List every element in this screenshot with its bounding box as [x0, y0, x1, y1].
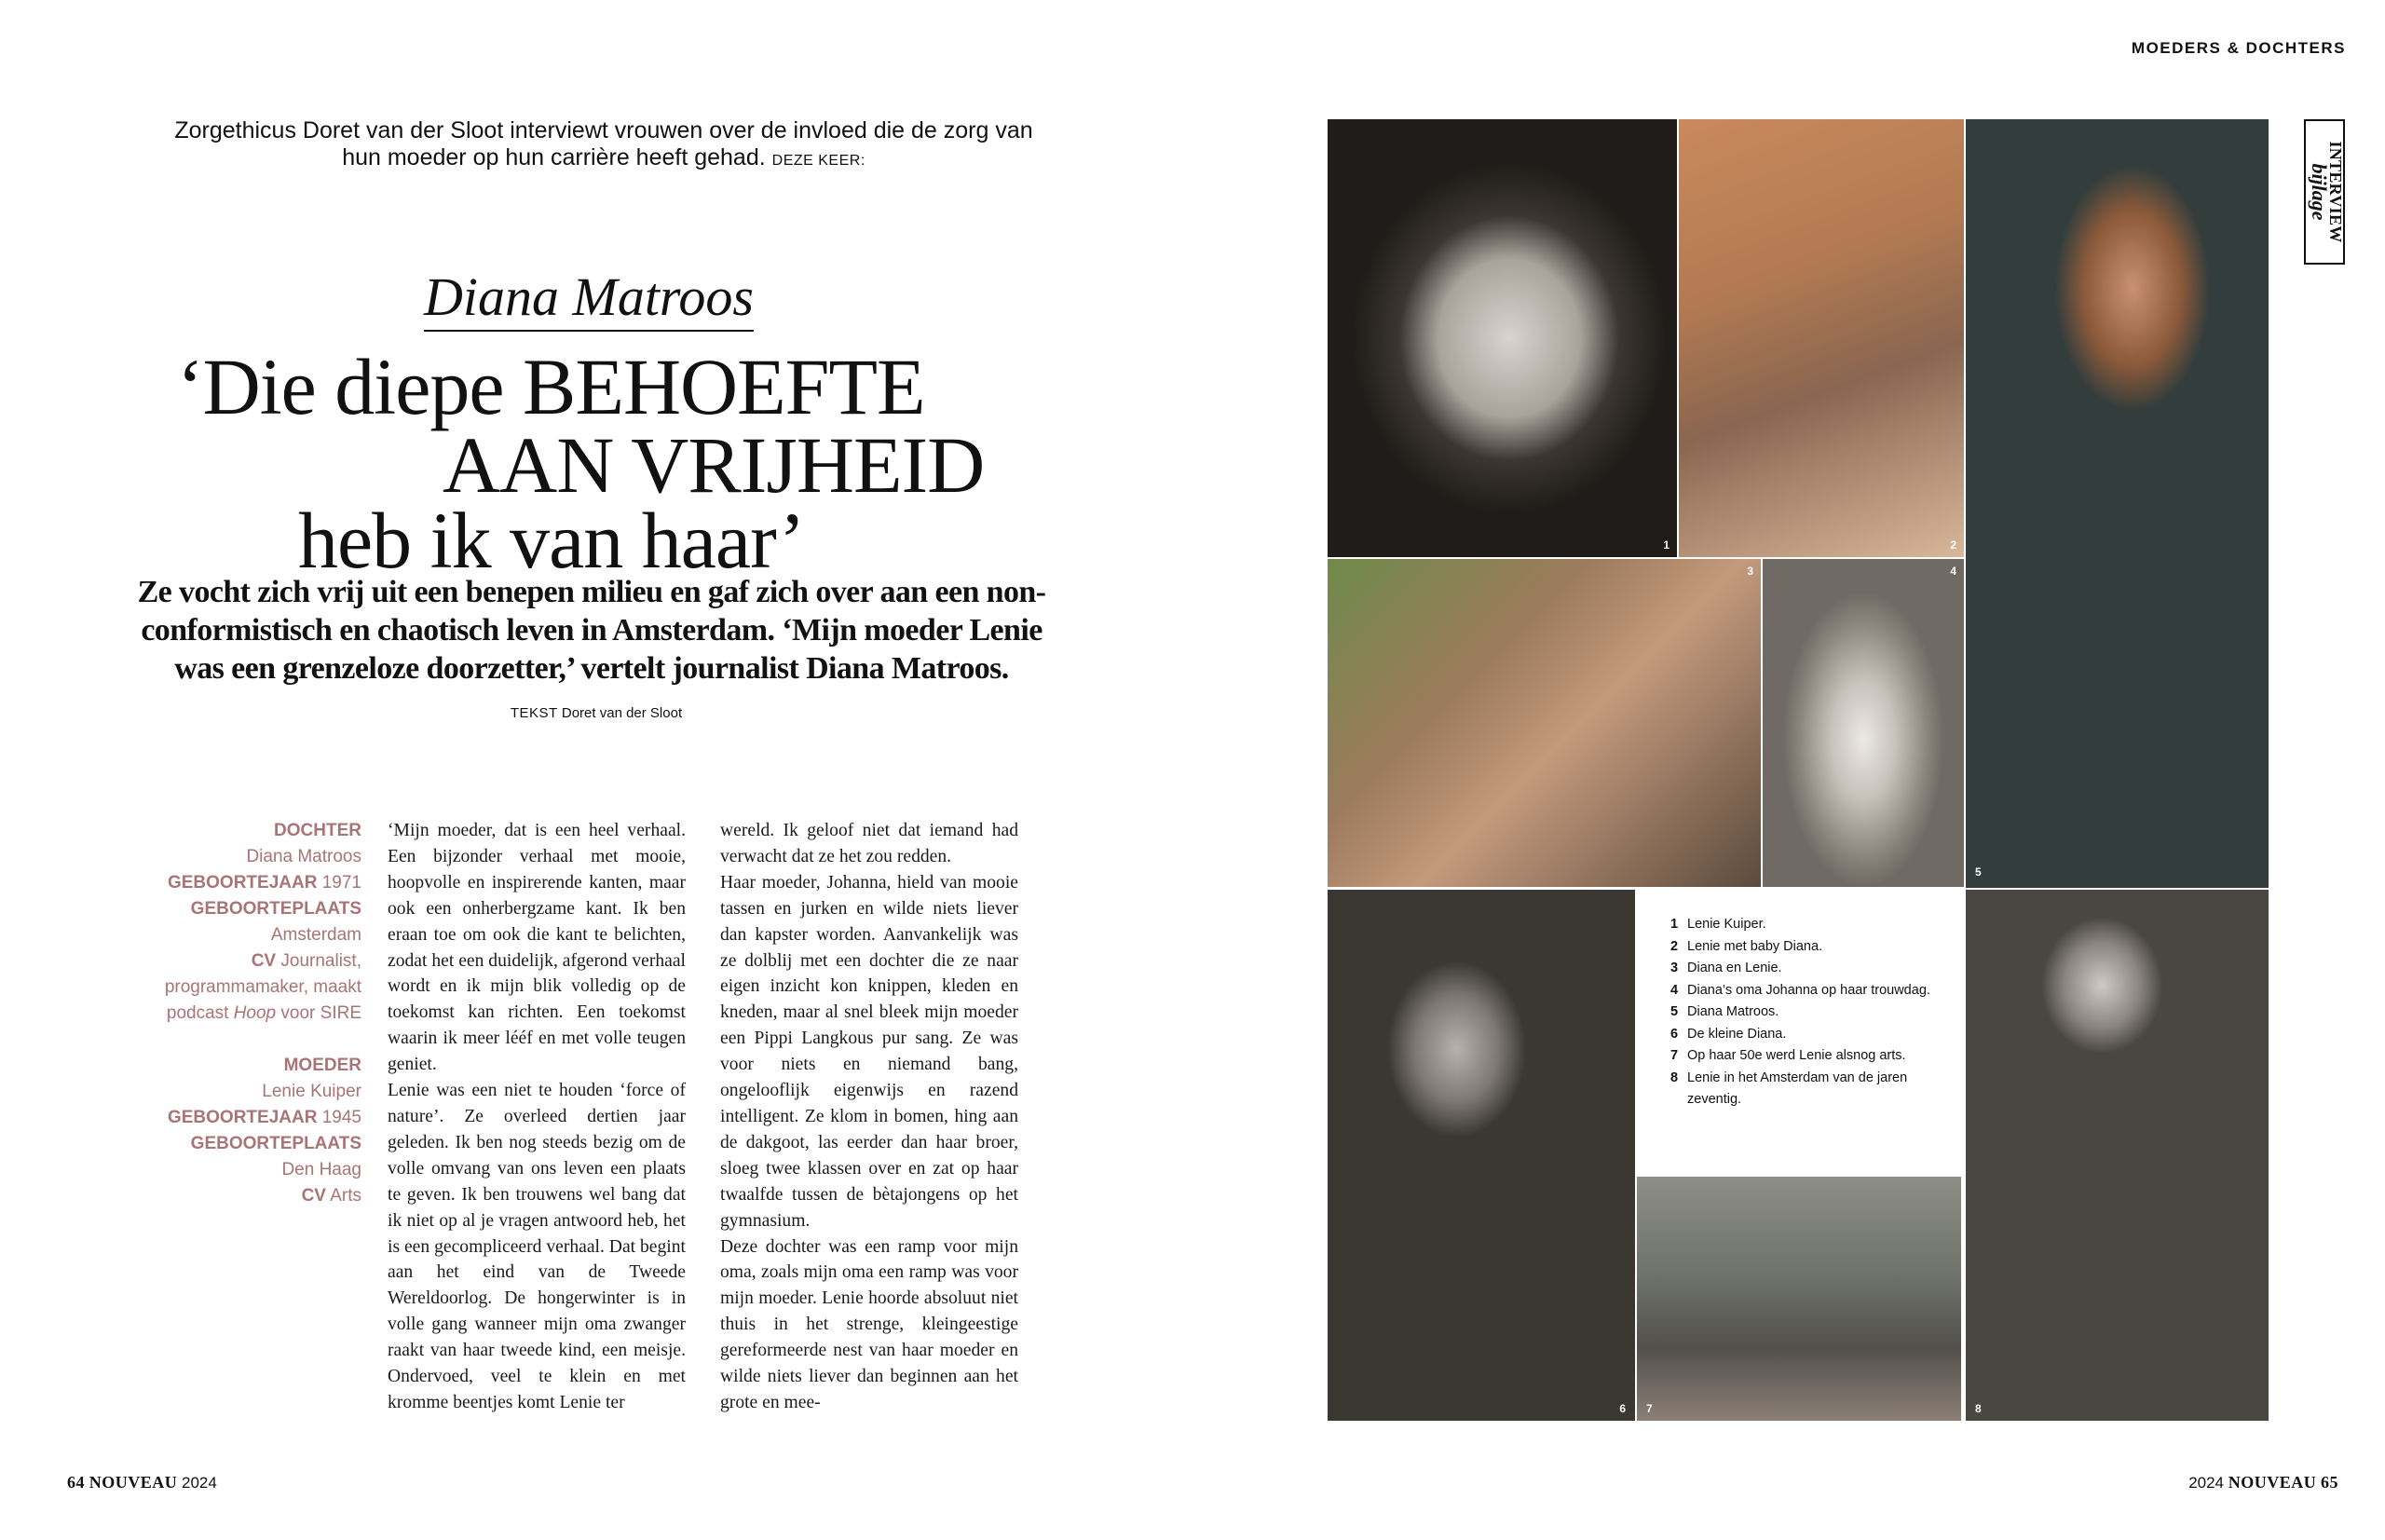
- caption-box: [1637, 890, 1961, 1175]
- birthplace-value: Den Haag: [281, 1160, 361, 1179]
- birthyear-value: 1945: [321, 1108, 361, 1127]
- photo-number: 3: [1747, 565, 1753, 578]
- cv-text-b: voor SIRE: [276, 1003, 361, 1023]
- body-paragraph: ‘Mijn moeder, dat is een heel verhaal. Een bijzonder verhaal met mooie, hoopvolle en inspirerende kanten, maar ook een onherbergzame kant. Ik ben eraan toe om ook die kant te belichten, zodat het een duidelijk, afgerond verhaal wordt en ik mijn blik volledig op de toekomst kan richten. Een toekomst waarin ik meer lééf en met volle teugen geniet.: [388, 821, 686, 1075]
- magazine-name: NOUVEAU: [89, 1473, 178, 1492]
- photo-diana-matroos: [1966, 119, 2269, 888]
- headline-line-2: AAN VRIJHEID: [443, 420, 985, 510]
- profile-mother-cv: [119, 1183, 361, 1209]
- photo-lenie-with-baby: [1679, 119, 1964, 557]
- byline-label: TEKST: [510, 705, 558, 721]
- profile-daughter-role: DOCHTER: [274, 821, 361, 840]
- birthyear-value: 1971: [321, 873, 361, 893]
- intro-body: Zorgethicus Doret van der Sloot interviewt vrouwen over de invloed die de zorg van hun moeder op hun carrière heeft gehad.: [174, 117, 1033, 170]
- birthplace-label: GEBOORTEPLAATS: [190, 899, 361, 919]
- cv-text: Arts: [330, 1186, 361, 1206]
- folio-left: [67, 1473, 217, 1492]
- caption-item: 7 Op haar 50e werd Lenie alsnog arts.: [1670, 1048, 1906, 1063]
- cv-text-a: Journalist, programmamaker, maakt podcast: [164, 951, 361, 1023]
- photo-little-diana: [1328, 890, 1635, 1421]
- byline: [401, 705, 792, 721]
- caption-item: 1 Lenie Kuiper.: [1670, 917, 1766, 932]
- intro-text: [157, 117, 1051, 174]
- photo-number: 8: [1975, 1402, 1982, 1415]
- photo-lenie-portrait: [1328, 119, 1677, 557]
- body-column-1: [388, 818, 686, 1416]
- caption-item: 6 De kleine Diana.: [1670, 1026, 1787, 1042]
- caption-item: 5 Diana Matroos.: [1670, 1004, 1779, 1019]
- headline-line-3: heb ik van haar’: [298, 496, 805, 585]
- cv-text-italic: Hoop: [233, 1003, 277, 1023]
- body-paragraph: wereld. Ik geloof niet dat iemand had verwacht dat ze het zou redden.: [720, 821, 1018, 866]
- profile-daughter-name: Diana Matroos: [246, 847, 361, 866]
- page-number: 65: [2321, 1473, 2338, 1492]
- body-paragraph: Deze dochter was een ramp voor mijn oma, zoals mijn oma een ramp was voor mijn moeder. Lenie hoorde absoluut niet thuis in het strenge, kleingeestige gereformeerde nest van haar moeder en wilde niets liever dan beginnen aan het grote en mee-: [720, 1236, 1018, 1412]
- photo-diana-and-lenie: [1328, 559, 1761, 887]
- birthplace-value: Amsterdam: [270, 925, 361, 945]
- caption-item: 3 Diana en Lenie.: [1670, 961, 1782, 975]
- lead-paragraph: Ze vocht zich vrij uit een benepen milieu en gaf zich over aan een non-conformistisch en chaotisch leven in Amsterdam. ‘Mijn moeder Lenie was een grenzeloze doorzetter,’ vertelt journalist Diana Matroos.: [137, 575, 1046, 686]
- byline-author: Doret van der Sloot: [561, 705, 683, 721]
- body-paragraph: Haar moeder, Johanna, hield van mooie tassen en jurken en wilde niets liever dan kapster worden. Aanvankelijk was ze dolblij met een dochter die ze naar eigen inzicht kon knippen, kleden en kneden, maar al snel bleek mijn moeder een Pippi Langkous pur sang. Ze was voor niets en niemand bang, ongelooflijk eigenwijs en razend intelligent. Ze klom in bomen, hing aan de dakgoot, las eerder dan haar broer, sloeg twee klassen over en zat op haar twaalfde tussen de bètajongens op het gymnasium.: [720, 872, 1018, 1231]
- photo-number: 1: [1663, 538, 1670, 552]
- caption-item: 2 Lenie met baby Diana.: [1670, 938, 1823, 954]
- cv-label: CV: [301, 1186, 326, 1206]
- caption-item: 8 Lenie in het Amsterdam van de jaren zeventig.: [1670, 1070, 1908, 1107]
- birthplace-label: GEBOORTEPLAATS: [190, 1134, 361, 1153]
- profile-mother-role: MOEDER: [283, 1056, 361, 1075]
- caption-list: [1670, 914, 1950, 1111]
- birthyear-label: GEBOORTEJAAR: [167, 873, 318, 893]
- magazine-name: NOUVEAU: [2228, 1473, 2317, 1492]
- profile-daughter-cv: [119, 948, 361, 1027]
- photo-number: 6: [1619, 1402, 1626, 1415]
- profile-mother-birthyear: [119, 1105, 361, 1131]
- issue-year: 2024: [2188, 1474, 2225, 1492]
- caption-item: 4 Diana’s oma Johanna op haar trouwdag.: [1670, 982, 1930, 998]
- profile-mother-name: Lenie Kuiper: [262, 1082, 361, 1101]
- interviewee-name: Diana Matroos: [424, 268, 754, 332]
- headline-line-1: ‘Die diepe BEHOEFTE: [177, 342, 925, 431]
- photo-number: 7: [1646, 1402, 1653, 1415]
- section-tab: [2304, 119, 2345, 265]
- photo-number: 2: [1950, 538, 1956, 552]
- tab-label-bijlage: bijlage: [2308, 163, 2331, 221]
- body-paragraph: Lenie was een niet te houden ‘force of nature’. Ze overleed dertien jaar geleden. Ik ben nog steeds bezig om de volle omvang van ons leven een plaats te geven. Ik ben trouwens wel bang dat ik niet op al je vragen antwoord heb, het is een gecompliceerd verhaal. Dat begint aan het eind van de Tweede Wereldoorlog. De hongerwinter is in volle gang wanneer mijn oma zwanger raakt van haar tweede kind, een meisje. Ondervoed, veel te klein en met kromme beentjes komt Lenie ter: [388, 1081, 686, 1412]
- photo-johanna-wedding: [1763, 559, 1964, 887]
- photo-lenie-amsterdam: [1966, 890, 2269, 1421]
- cv-label: CV: [251, 951, 277, 971]
- intro-label: DEZE KEER:: [771, 153, 865, 169]
- birthyear-label: GEBOORTEJAAR: [167, 1108, 318, 1127]
- profile-daughter-birthyear: [119, 870, 361, 896]
- photo-number: 5: [1975, 865, 1982, 879]
- photo-lenie-becomes-doctor: [1637, 1177, 1961, 1421]
- folio-right: [2188, 1473, 2338, 1492]
- profile-sidebar: [119, 818, 361, 1209]
- photo-number: 4: [1950, 565, 1956, 578]
- body-column-2: [720, 818, 1018, 1416]
- tab-label-interview: INTERVIEW: [2326, 141, 2345, 243]
- issue-year: 2024: [181, 1474, 217, 1492]
- page-number: 64: [67, 1473, 85, 1492]
- running-header: MOEDERS & DOCHTERS: [2131, 39, 2346, 57]
